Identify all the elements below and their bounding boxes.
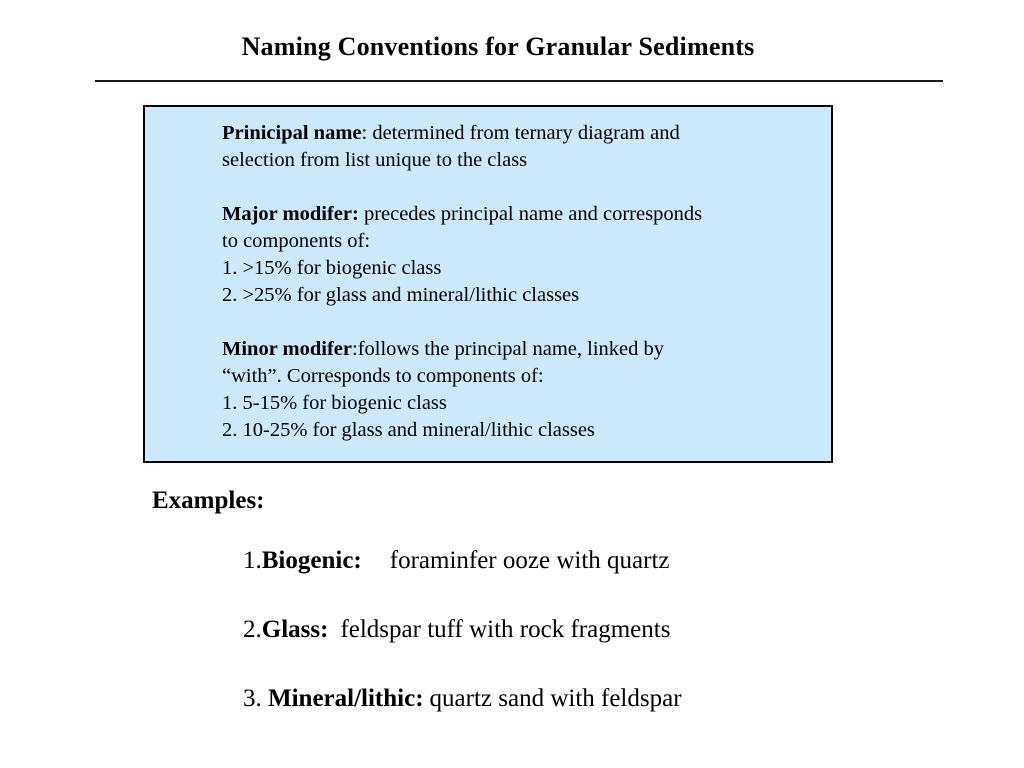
example-class-label: Glass:: [261, 616, 329, 643]
definition-line: [222, 120, 815, 147]
example-biogenic: [243, 546, 682, 576]
minor-modifier-definition: [222, 336, 815, 444]
example-number: 2.: [243, 616, 262, 643]
title-divider: [95, 80, 943, 82]
minor-modifier-text-line2: “with”. Corresponds to components of:: [222, 365, 544, 387]
example-class-label: Mineral/lithic:: [268, 685, 424, 712]
example-class-label: Biogenic:: [261, 547, 362, 574]
definitions-box: [143, 105, 833, 463]
major-modifier-rule-1: 1. >15% for biogenic class: [222, 257, 442, 279]
major-modifier-text: precedes principal name and corresponds: [358, 203, 703, 225]
minor-modifier-term: Minor modifer: [222, 338, 352, 360]
example-name-text: feldspar tuff with rock fragments: [340, 616, 671, 643]
definition-line: [222, 201, 815, 228]
major-modifier-term: Major modifer:: [222, 203, 359, 225]
slide-title: Naming Conventions for Granular Sediments: [241, 32, 755, 61]
example-glass: [243, 615, 682, 645]
example-number: 3.: [243, 685, 268, 712]
examples-heading: Examples:: [152, 487, 265, 514]
minor-modifier-rule-1: 1. 5-15% for biogenic class: [222, 392, 447, 414]
major-modifier-text-line2: to components of:: [222, 230, 371, 252]
minor-modifier-rule-2: 2. 10-25% for glass and mineral/lithic classes: [222, 419, 595, 441]
principal-name-text: : determined from ternary diagram and: [361, 122, 680, 144]
example-number: 1.: [243, 547, 262, 574]
major-modifier-rule-2: 2. >25% for glass and mineral/lithic classes: [222, 284, 580, 306]
principal-name-text-line2: selection from list unique to the class: [222, 149, 528, 171]
major-modifier-definition: [222, 201, 815, 309]
example-mineral-lithic: [243, 684, 682, 714]
minor-modifier-text: :follows the principal name, linked by: [352, 338, 664, 360]
principal-name-definition: [222, 120, 815, 174]
principal-name-term: Prinicipal name: [222, 122, 362, 144]
definition-line: [222, 336, 815, 363]
examples-list: [243, 546, 682, 753]
example-name-text: quartz sand with feldspar: [429, 685, 682, 712]
example-name-text: foraminfer ooze with quartz: [389, 547, 670, 574]
